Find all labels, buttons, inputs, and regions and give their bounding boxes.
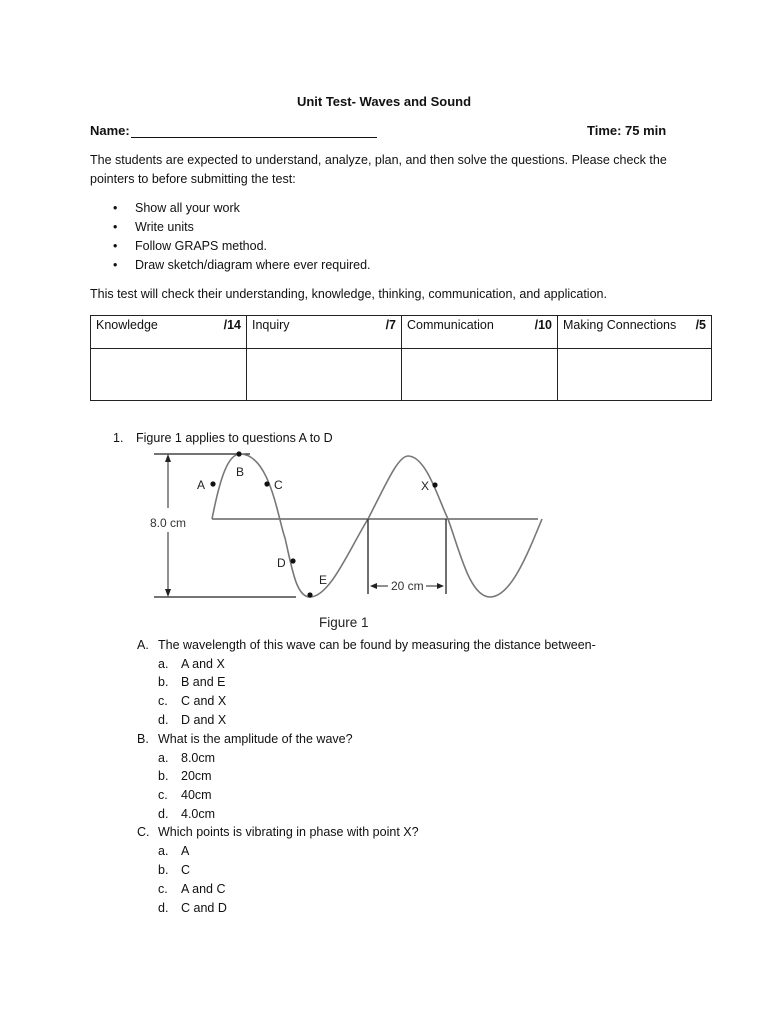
marks-header-row	[91, 316, 712, 349]
marks-cell-knowledge	[91, 316, 247, 349]
option-text: C	[181, 863, 191, 877]
question-number: 1.	[113, 431, 124, 445]
option-item	[158, 788, 212, 802]
bullet-icon: •	[113, 239, 118, 253]
arrow-down-icon	[165, 589, 171, 597]
marks-cell-inquiry	[247, 316, 402, 349]
option-letter: b.	[158, 769, 169, 783]
category-label: Inquiry	[252, 318, 290, 332]
option-item	[158, 657, 225, 671]
option-letter: d.	[158, 713, 169, 727]
name-label: Name:	[90, 123, 130, 138]
subquestion-text: Which points is vibrating in phase with point X?	[158, 825, 419, 839]
option-letter: a.	[158, 844, 169, 858]
option-letter: c.	[158, 882, 168, 896]
category-label: Knowledge	[96, 318, 158, 332]
arrow-right-icon	[437, 583, 444, 589]
option-item	[158, 769, 212, 783]
point-d-label: D	[277, 556, 286, 570]
subquestion-text: The wavelength of this wave can be found by measuring the distance between-	[158, 638, 596, 652]
option-item	[158, 675, 225, 689]
arrow-left-icon	[370, 583, 377, 589]
list-item	[113, 199, 371, 218]
wave-curve	[212, 454, 542, 597]
subquestion-letter: A.	[137, 638, 149, 652]
marks-table	[90, 315, 712, 401]
list-item-text: Write units	[135, 220, 194, 234]
option-item	[158, 807, 215, 821]
bullet-icon: •	[113, 258, 118, 272]
subquestion-c	[137, 825, 419, 839]
option-text: D and X	[181, 713, 227, 727]
score-cell	[558, 349, 712, 401]
list-item	[113, 218, 371, 237]
category-points: /5	[695, 318, 706, 332]
option-item	[158, 844, 189, 858]
marks-cell-communication	[402, 316, 558, 349]
list-item	[113, 256, 371, 275]
option-text: A and X	[181, 657, 225, 671]
question-1	[113, 431, 333, 445]
pointer-list	[113, 199, 371, 275]
option-text: 4.0cm	[181, 807, 216, 821]
point-x-label: X	[421, 479, 430, 493]
point-a-label: A	[197, 478, 206, 492]
name-blank-line	[131, 124, 377, 138]
category-label: Communication	[407, 318, 494, 332]
point-e-label: E	[319, 573, 328, 587]
option-text: A	[181, 844, 190, 858]
option-text: C and D	[181, 901, 227, 915]
option-item	[158, 901, 227, 915]
option-letter: a.	[158, 751, 169, 765]
list-item-text: Draw sketch/diagram where ever required.	[135, 258, 371, 272]
option-text: 8.0cm	[181, 751, 216, 765]
option-item	[158, 882, 225, 896]
category-label: Making Connections	[563, 318, 677, 332]
point-d-dot	[290, 558, 295, 563]
list-item-text: Show all your work	[135, 201, 240, 215]
option-letter: d.	[158, 901, 169, 915]
option-letter: d.	[158, 807, 169, 821]
point-c-label: C	[274, 478, 283, 492]
marks-cell-making-connections	[558, 316, 712, 349]
category-points: /7	[385, 318, 396, 332]
option-item	[158, 751, 215, 765]
assessment-note: This test will check their understanding, knowledge, thinking, communication, and application.	[90, 287, 607, 301]
option-text: A and C	[181, 882, 226, 896]
list-item	[113, 237, 371, 256]
intro-paragraph: The students are expected to understand, analyze, plan, and then solve the questions. Please check the pointers to before submitting the test:	[90, 153, 667, 186]
point-x-dot	[432, 482, 437, 487]
option-letter: c.	[158, 694, 168, 708]
subquestion-letter: C.	[137, 825, 150, 839]
bullet-icon: •	[113, 220, 118, 234]
option-letter: b.	[158, 863, 169, 877]
figure-caption: Figure 1	[319, 615, 369, 630]
option-text: 20cm	[181, 769, 212, 783]
name-field	[90, 123, 377, 138]
arrow-up-icon	[165, 454, 171, 462]
bullet-icon: •	[113, 201, 118, 215]
option-item	[158, 863, 190, 877]
score-cell	[402, 349, 558, 401]
question-text: Figure 1 applies to questions A to D	[136, 431, 333, 445]
spacing-label: 20 cm	[391, 579, 424, 593]
option-item	[158, 694, 226, 708]
score-cell	[247, 349, 402, 401]
point-b-label: B	[236, 465, 245, 479]
point-e-dot	[307, 592, 312, 597]
list-item-text: Follow GRAPS method.	[135, 239, 267, 253]
option-item	[158, 713, 226, 727]
option-letter: a.	[158, 657, 169, 671]
option-text: C and X	[181, 694, 227, 708]
score-cell	[91, 349, 247, 401]
option-text: 40cm	[181, 788, 212, 802]
subquestion-a	[137, 638, 596, 652]
category-points: /14	[223, 318, 241, 332]
marks-score-row	[91, 349, 712, 401]
category-points: /10	[534, 318, 552, 332]
point-c-dot	[264, 481, 269, 486]
wave-figure	[150, 448, 550, 634]
point-b-dot	[236, 451, 241, 456]
option-letter: b.	[158, 675, 169, 689]
subquestion-b	[137, 732, 353, 746]
option-text: B and E	[181, 675, 226, 689]
option-letter: c.	[158, 788, 168, 802]
time-label: Time: 75 min	[587, 123, 667, 138]
subquestion-text: What is the amplitude of the wave?	[158, 732, 353, 746]
amplitude-label: 8.0 cm	[150, 516, 187, 530]
subquestion-letter: B.	[137, 732, 149, 746]
point-a-dot	[210, 481, 215, 486]
page-title: Unit Test- Waves and Sound	[296, 94, 472, 109]
